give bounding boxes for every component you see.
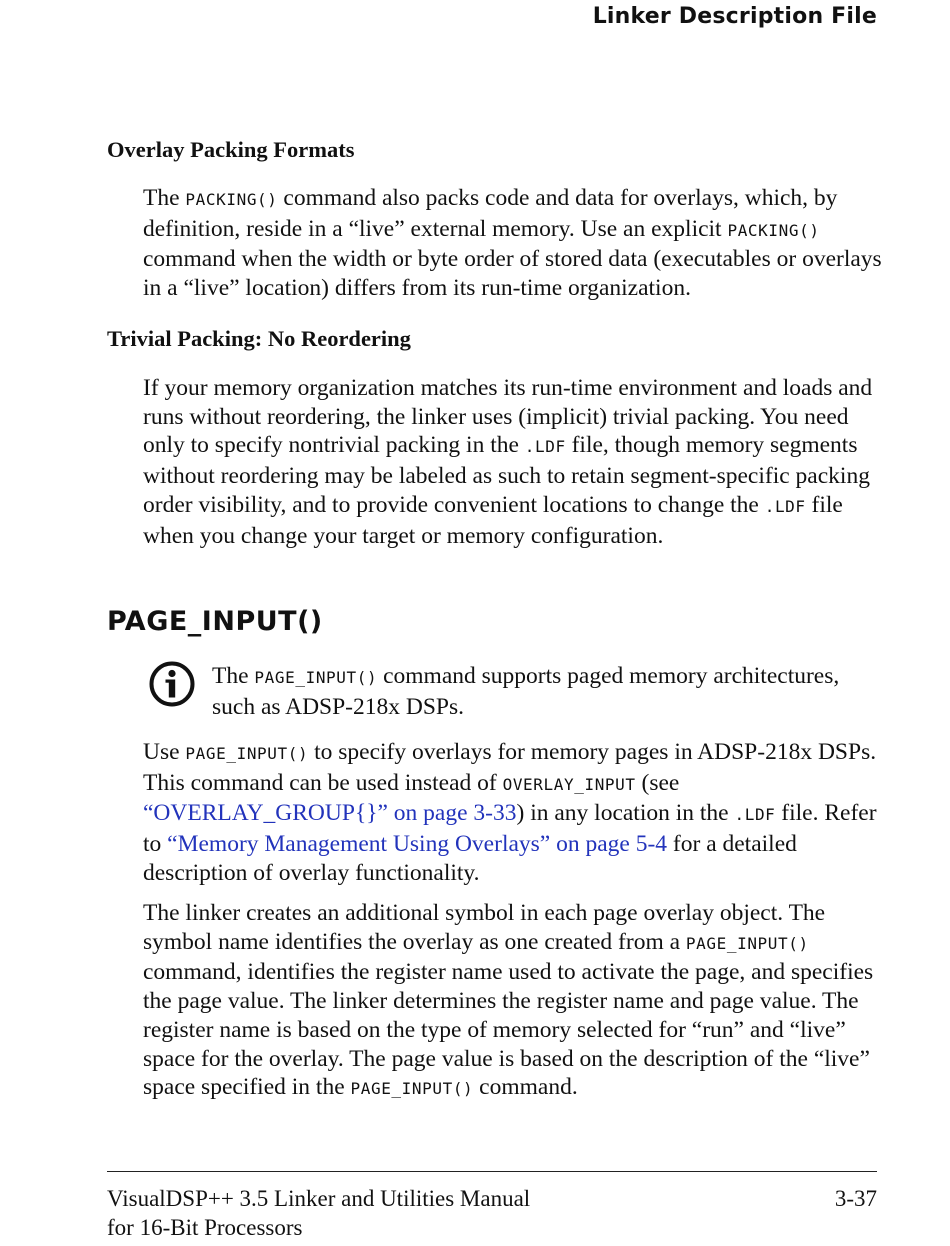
paragraph-trivial-packing (143, 374, 883, 550)
code-page-input: PAGE_INPUT() (185, 744, 309, 763)
heading-page-input: PAGE_INPUT() (107, 606, 323, 637)
text-run: The (143, 185, 186, 211)
text-run: file, though memory segments without reordering may be labeled as such to retain segment-specific packing order visibility, and to provide convenient locations to change the (143, 432, 870, 518)
text-run: The (212, 663, 255, 689)
code-page-input: PAGE_INPUT() (685, 933, 809, 953)
text-run: ) in any location in the (516, 800, 735, 827)
code-packing: PACKING() (727, 220, 820, 240)
text-run: command also packs code and data for overlays, which, by definition, reside in a “live” external memory. Use an explicit (143, 185, 838, 242)
heading-trivial-packing: Trivial Packing: No Reordering (107, 326, 411, 351)
text-run: to specify overlays for memory pages in ADSP-218x DSPs. This command can be used instead of (143, 739, 877, 796)
code-overlay-input: OVERLAY_INPUT (502, 774, 636, 794)
paragraph-overlay-packing (143, 184, 883, 303)
note-page-input (212, 662, 872, 721)
text-run: command. (473, 1074, 578, 1101)
footer-title-line: VisualDSP++ 3.5 Linker and Utilities Manual (107, 1186, 531, 1211)
heading-overlay-packing-formats: Overlay Packing Formats (107, 137, 355, 162)
text-run: for a detailed description of overlay functionality. (143, 831, 797, 886)
code-ldf: .LDF (524, 437, 566, 457)
page-number: 3-37 (834, 1186, 877, 1211)
footer-divider (107, 1171, 877, 1172)
code-ldf: .LDF (764, 496, 806, 516)
link-memory-management[interactable]: “Memory Management Using Overlays” on page 5-4 (167, 831, 668, 858)
paragraph-page-input-symbol (143, 899, 883, 1104)
text-run: command, identifies the register name used to activate the page, and specifies the page value. The linker determines the register name and page value. The register name is based on the type of memory selected for “run” and “live” space for the overlay. The page value is based on the description of the “live” space specified in the (143, 959, 874, 1101)
text-run: If your memory organization matches its run-time environment and loads and runs without reordering, the linker uses (implicit) trivial packing. You need only to specify nontrivial packing in the (143, 375, 873, 459)
code-page-input: PAGE_INPUT() (350, 1079, 474, 1099)
text-run: (see (635, 769, 680, 796)
code-page-input: PAGE_INPUT() (254, 668, 378, 687)
footer-manual-title (107, 1184, 530, 1242)
code-packing: PACKING() (185, 190, 278, 209)
text-run: Use (143, 739, 186, 765)
text-run: The linker creates an additional symbol in each page overlay object. The symbol name identifies the overlay as one created from a (143, 900, 826, 955)
info-icon (149, 661, 195, 707)
text-run: command supports paged memory architectures, such as ADSP-218x DSPs. (212, 663, 840, 720)
paragraph-page-input-usage (143, 738, 883, 888)
text-run: file. Refer to (143, 800, 877, 858)
footer-subtitle-line: for 16-Bit Processors (107, 1215, 303, 1240)
link-overlay-group[interactable]: “OVERLAY_GROUP{}” on page 3-33 (143, 800, 517, 827)
text-run: command when the width or byte order of stored data (executables or overlays in a “live” location) differs from its run-time organization. (143, 246, 882, 302)
code-ldf: .LDF (734, 805, 776, 825)
text-run: file when you change your target or memory configuration. (143, 491, 843, 549)
running-header: Linker Description File (592, 4, 877, 29)
